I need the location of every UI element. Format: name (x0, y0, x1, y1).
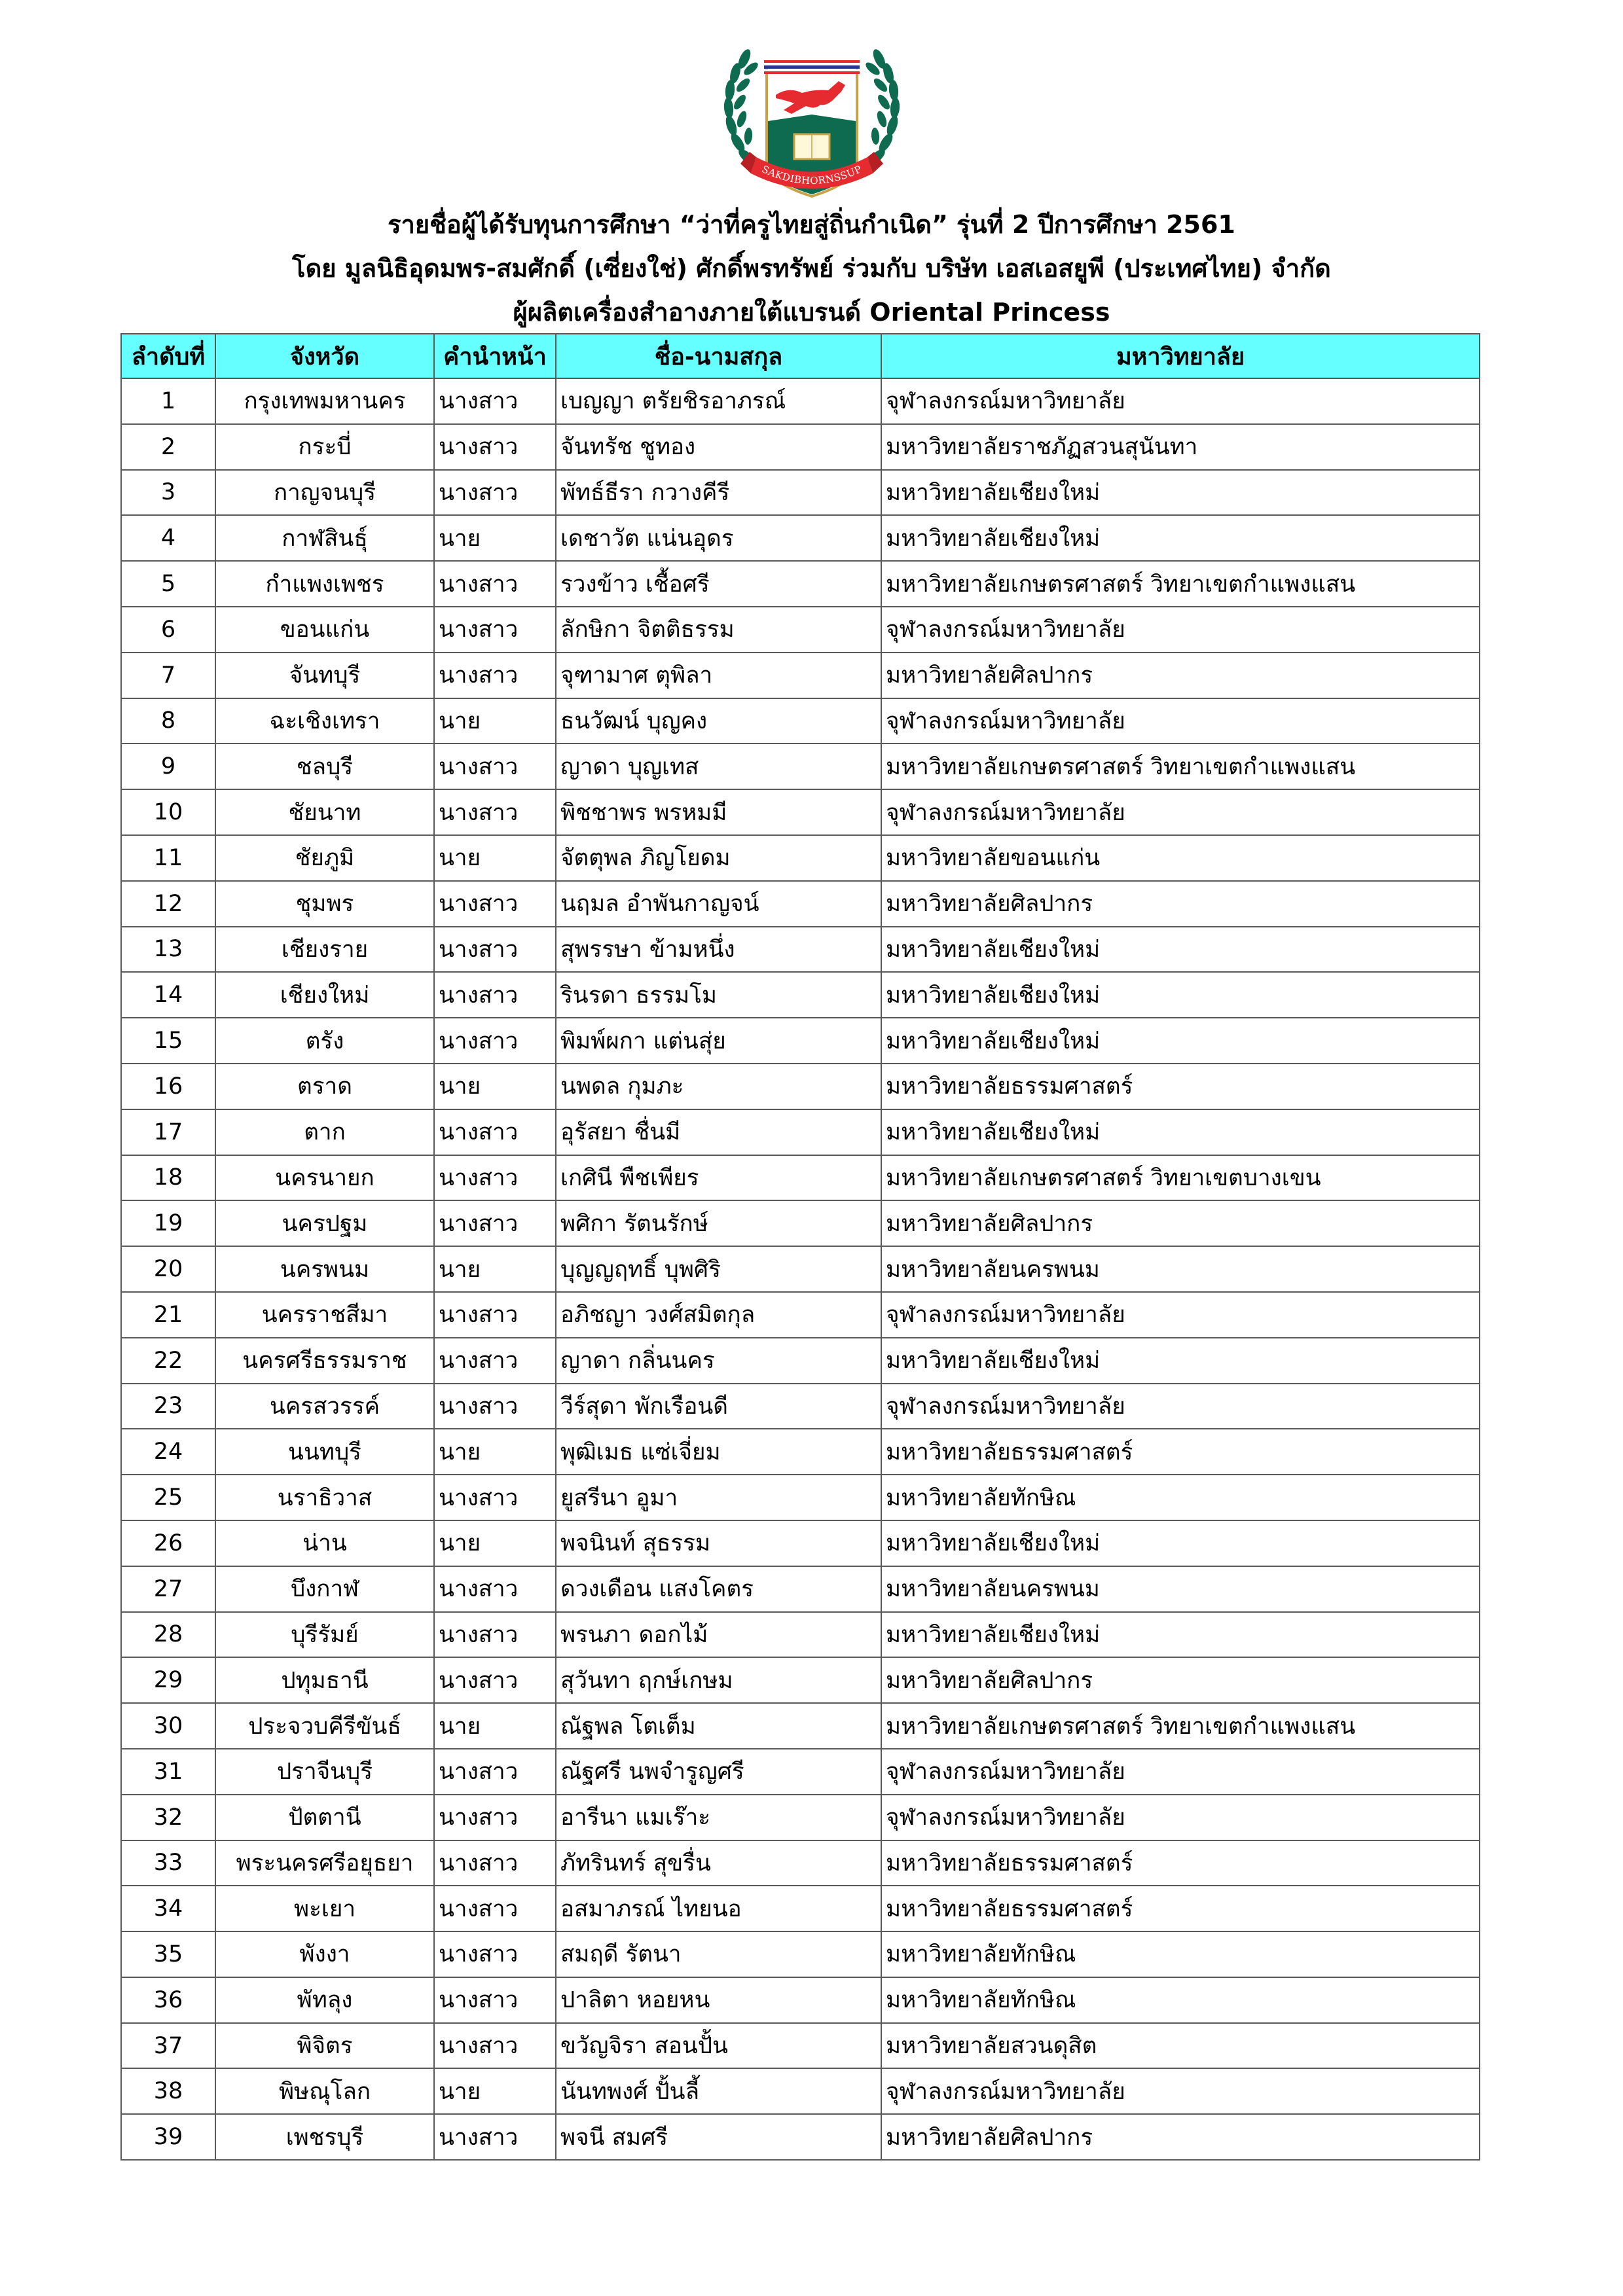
laurel-right-icon (864, 48, 900, 168)
cell-title: นางสาว (434, 378, 556, 424)
cell-order: 30 (121, 1703, 215, 1749)
cell-name: ดวงเดือน แสงโคตร (556, 1566, 881, 1612)
table-row (121, 1200, 1480, 1246)
cell-province: พะเยา (215, 1886, 434, 1931)
cell-title: นางสาว (434, 1840, 556, 1886)
cell-title: นางสาว (434, 1338, 556, 1384)
table-header-row (121, 334, 1480, 378)
cell-province: ปทุมธานี (215, 1657, 434, 1703)
cell-name: นพดล กุมภะ (556, 1064, 881, 1109)
cell-title: นางสาว (434, 1886, 556, 1931)
cell-university: มหาวิทยาลัยศิลปากร (881, 653, 1480, 698)
cell-university: มหาวิทยาลัยขอนแก่น (881, 835, 1480, 881)
cell-order: 21 (121, 1292, 215, 1338)
cell-university: มหาวิทยาลัยธรรมศาสตร์ (881, 1840, 1480, 1886)
cell-title: นาย (434, 515, 556, 561)
cell-order: 35 (121, 1931, 215, 1977)
table-row (121, 1931, 1480, 1977)
cell-order: 6 (121, 607, 215, 653)
cell-name: ขวัญจิรา สอนปั้น (556, 2023, 881, 2069)
table-row (121, 881, 1480, 927)
table-row (121, 1018, 1480, 1064)
cell-province: พัทลุง (215, 1977, 434, 2023)
cell-title: นางสาว (434, 1109, 556, 1155)
cell-order: 37 (121, 2023, 215, 2069)
cell-name: จัตตุพล ภิญโยดม (556, 835, 881, 881)
cell-title: นางสาว (434, 561, 556, 607)
cell-name: พจนี สมศรี (556, 2114, 881, 2160)
scholarship-recipients-table (120, 333, 1480, 2161)
table-row (121, 1109, 1480, 1155)
table-row (121, 1840, 1480, 1886)
cell-order: 31 (121, 1749, 215, 1795)
cell-university: จุฬาลงกรณ์มหาวิทยาลัย (881, 1384, 1480, 1429)
cell-name: ลักษิกา จิตติธรรม (556, 607, 881, 653)
cell-order: 1 (121, 378, 215, 424)
cell-order: 10 (121, 789, 215, 835)
cell-title: นาย (434, 1429, 556, 1475)
table-row (121, 2023, 1480, 2069)
cell-university: มหาวิทยาลัยเชียงใหม่ (881, 1109, 1480, 1155)
table-row (121, 1155, 1480, 1201)
cell-university: มหาวิทยาลัยศิลปากร (881, 1200, 1480, 1246)
cell-province: ตรัง (215, 1018, 434, 1064)
cell-province: นครปฐม (215, 1200, 434, 1246)
column-header-title: คำนำหน้า (434, 334, 556, 378)
cell-university: มหาวิทยาลัยเชียงใหม่ (881, 972, 1480, 1018)
cell-order: 14 (121, 972, 215, 1018)
table-row (121, 698, 1480, 744)
table-row (121, 1612, 1480, 1658)
cell-name: จุฑามาศ ตุพิลา (556, 653, 881, 698)
cell-province: นราธิวาส (215, 1475, 434, 1520)
table-row (121, 1566, 1480, 1612)
cell-title: นางสาว (434, 1566, 556, 1612)
cell-title: นางสาว (434, 424, 556, 470)
table-row (121, 835, 1480, 881)
cell-title: นาย (434, 1064, 556, 1109)
cell-title: นางสาว (434, 1749, 556, 1795)
cell-name: จันทรัช ชูทอง (556, 424, 881, 470)
cell-title: นางสาว (434, 789, 556, 835)
cell-order: 29 (121, 1657, 215, 1703)
cell-name: อารีนา แมเร๊าะ (556, 1795, 881, 1840)
cell-province: น่าน (215, 1520, 434, 1566)
cell-province: นนทบุรี (215, 1429, 434, 1475)
cell-university: มหาวิทยาลัยเชียงใหม่ (881, 1520, 1480, 1566)
cell-university: จุฬาลงกรณ์มหาวิทยาลัย (881, 1795, 1480, 1840)
cell-province: บึงกาฬ (215, 1566, 434, 1612)
cell-university: จุฬาลงกรณ์มหาวิทยาลัย (881, 607, 1480, 653)
cell-university: มหาวิทยาลัยเชียงใหม่ (881, 515, 1480, 561)
cell-province: กำแพงเพชร (215, 561, 434, 607)
cell-university: มหาวิทยาลัยเชียงใหม่ (881, 1338, 1480, 1384)
cell-university: มหาวิทยาลัยราชภัฏสวนสุนันทา (881, 424, 1480, 470)
cell-title: นางสาว (434, 2023, 556, 2069)
cell-name: เกศินี พืชเพียร (556, 1155, 881, 1201)
cell-name: พิชชาพร พรหมมี (556, 789, 881, 835)
table-row (121, 561, 1480, 607)
cell-university: มหาวิทยาลัยธรรมศาสตร์ (881, 1064, 1480, 1109)
cell-province: ปราจีนบุรี (215, 1749, 434, 1795)
cell-order: 11 (121, 835, 215, 881)
table-row (121, 789, 1480, 835)
table-row (121, 1475, 1480, 1520)
table-body (121, 378, 1480, 2160)
table-row (121, 1749, 1480, 1795)
cell-title: นางสาว (434, 744, 556, 789)
cell-order: 19 (121, 1200, 215, 1246)
cell-name: พจนินท์ สุธรรม (556, 1520, 881, 1566)
cell-name: สมฤดี รัตนา (556, 1931, 881, 1977)
cell-province: ชลบุรี (215, 744, 434, 789)
cell-order: 25 (121, 1475, 215, 1520)
column-header-order: ลำดับที่ (121, 334, 215, 378)
cell-province: ชัยนาท (215, 789, 434, 835)
cell-province: นครนายก (215, 1155, 434, 1201)
heading-line-1: รายชื่อผู้ได้รับทุนการศึกษา “ว่าที่ครูไทยสู่ถิ่นกำเนิด” รุ่นที่ 2 ปีการศึกษา 2561 (388, 210, 1235, 239)
cell-name: พรนภา ดอกไม้ (556, 1612, 881, 1658)
table-row (121, 607, 1480, 653)
column-header-university: มหาวิทยาลัย (881, 334, 1480, 378)
heading-line-3: ผู้ผลิตเครื่องสำอางภายใต้แบรนด์ Oriental Princess (513, 298, 1110, 327)
cell-title: นางสาว (434, 881, 556, 927)
cell-university: มหาวิทยาลัยเกษตรศาสตร์ วิทยาเขตกำแพงแสน (881, 1703, 1480, 1749)
cell-name: สุพรรษา ข้ามหนึ่ง (556, 927, 881, 973)
cell-title: นางสาว (434, 1155, 556, 1201)
table-row (121, 1246, 1480, 1292)
cell-name: ญาดา กลิ่นนคร (556, 1338, 881, 1384)
cell-university: มหาวิทยาลัยทักษิณ (881, 1931, 1480, 1977)
cell-order: 4 (121, 515, 215, 561)
cell-order: 23 (121, 1384, 215, 1429)
logo-banner-text: SAKDIBHORNSSUP (759, 163, 864, 187)
cell-province: นครสวรรค์ (215, 1384, 434, 1429)
cell-name: พิมพ์ผกา แต่นสุ่ย (556, 1018, 881, 1064)
cell-province: กาญจนบุรี (215, 470, 434, 516)
cell-order: 9 (121, 744, 215, 789)
cell-name: วีร์สุดา พักเรือนดี (556, 1384, 881, 1429)
cell-university: มหาวิทยาลัยสวนดุสิต (881, 2023, 1480, 2069)
cell-university: จุฬาลงกรณ์มหาวิทยาลัย (881, 1292, 1480, 1338)
cell-name: พุฒิเมธ แซ่เจี่ยม (556, 1429, 881, 1475)
cell-name: รินรดา ธรรมโม (556, 972, 881, 1018)
cell-province: นครพนม (215, 1246, 434, 1292)
table-row (121, 378, 1480, 424)
cell-order: 12 (121, 881, 215, 927)
cell-province: ขอนแก่น (215, 607, 434, 653)
cell-order: 34 (121, 1886, 215, 1931)
cell-order: 3 (121, 470, 215, 516)
cell-order: 20 (121, 1246, 215, 1292)
cell-university: มหาวิทยาลัยนครพนม (881, 1246, 1480, 1292)
cell-name: เดชาวัต แน่นอุดร (556, 515, 881, 561)
table-row (121, 1384, 1480, 1429)
cell-province: พิจิตร (215, 2023, 434, 2069)
cell-province: ปัตตานี (215, 1795, 434, 1840)
cell-name: รวงข้าว เชื้อศรี (556, 561, 881, 607)
cell-order: 27 (121, 1566, 215, 1612)
column-header-province: จังหวัด (215, 334, 434, 378)
cell-university: จุฬาลงกรณ์มหาวิทยาลัย (881, 789, 1480, 835)
cell-title: นาย (434, 835, 556, 881)
cell-province: ประจวบคีรีขันธ์ (215, 1703, 434, 1749)
cell-university: มหาวิทยาลัยทักษิณ (881, 1475, 1480, 1520)
cell-province: นครราชสีมา (215, 1292, 434, 1338)
cell-order: 22 (121, 1338, 215, 1384)
cell-university: มหาวิทยาลัยธรรมศาสตร์ (881, 1886, 1480, 1931)
cell-province: พังงา (215, 1931, 434, 1977)
cell-title: นางสาว (434, 607, 556, 653)
sakdibhornssup-logo (710, 33, 913, 209)
cell-name: พัทธ์ธีรา กวางคีรี (556, 470, 881, 516)
cell-name: อุรัสยา ชื่นมี (556, 1109, 881, 1155)
table-row (121, 1338, 1480, 1384)
table-row (121, 1886, 1480, 1931)
cell-order: 7 (121, 653, 215, 698)
table-row (121, 972, 1480, 1018)
cell-order: 38 (121, 2068, 215, 2114)
table-row (121, 470, 1480, 516)
cell-university: มหาวิทยาลัยศิลปากร (881, 1657, 1480, 1703)
cell-order: 32 (121, 1795, 215, 1840)
cell-name: ปาลิตา หอยหน (556, 1977, 881, 2023)
cell-name: พศิกา รัตนรักษ์ (556, 1200, 881, 1246)
cell-title: นางสาว (434, 1200, 556, 1246)
cell-university: จุฬาลงกรณ์มหาวิทยาลัย (881, 378, 1480, 424)
cell-title: นางสาว (434, 470, 556, 516)
cell-province: ชัยภูมิ (215, 835, 434, 881)
cell-order: 13 (121, 927, 215, 973)
cell-province: พระนครศรีอยุธยา (215, 1840, 434, 1886)
cell-university: มหาวิทยาลัยศิลปากร (881, 881, 1480, 927)
cell-name: อภิชญา วงศ์สมิตกุล (556, 1292, 881, 1338)
cell-order: 5 (121, 561, 215, 607)
cell-title: นาย (434, 698, 556, 744)
table-row (121, 1795, 1480, 1840)
table-row (121, 1429, 1480, 1475)
table-row (121, 2068, 1480, 2114)
cell-order: 28 (121, 1612, 215, 1658)
table-row (121, 515, 1480, 561)
cell-name: ณัฐศรี นพจำรูญศรี (556, 1749, 881, 1795)
cell-order: 18 (121, 1155, 215, 1201)
cell-order: 16 (121, 1064, 215, 1109)
cell-title: นางสาว (434, 1612, 556, 1658)
cell-university: จุฬาลงกรณ์มหาวิทยาลัย (881, 2068, 1480, 2114)
cell-university: มหาวิทยาลัยทักษิณ (881, 1977, 1480, 2023)
table-row (121, 927, 1480, 973)
cell-title: นางสาว (434, 2114, 556, 2160)
cell-province: ชุมพร (215, 881, 434, 927)
table-row (121, 1292, 1480, 1338)
cell-title: นางสาว (434, 653, 556, 698)
cell-university: มหาวิทยาลัยธรรมศาสตร์ (881, 1429, 1480, 1475)
cell-province: กาฬสินธุ์ (215, 515, 434, 561)
cell-title: นางสาว (434, 1475, 556, 1520)
cell-order: 39 (121, 2114, 215, 2160)
cell-name: ภัทรินทร์ สุขรื่น (556, 1840, 881, 1886)
cell-university: มหาวิทยาลัยเกษตรศาสตร์ วิทยาเขตกำแพงแสน (881, 744, 1480, 789)
heading-line-2: โดย มูลนิธิอุดมพร-สมศักดิ์ (เซี่ยงใช่) ศักดิ์พรทรัพย์ ร่วมกับ บริษัท เอสเอสยูพี (ประเทศไทย) จำกัด (292, 254, 1331, 283)
cell-province: เชียงราย (215, 927, 434, 973)
cell-order: 2 (121, 424, 215, 470)
cell-order: 8 (121, 698, 215, 744)
cell-order: 33 (121, 1840, 215, 1886)
column-header-name: ชื่อ-นามสกุล (556, 334, 881, 378)
cell-name: นฤมล อำพันกาญจน์ (556, 881, 881, 927)
table-row (121, 1064, 1480, 1109)
cell-title: นางสาว (434, 1657, 556, 1703)
cell-university: มหาวิทยาลัยศิลปากร (881, 2114, 1480, 2160)
cell-university: มหาวิทยาลัยเชียงใหม่ (881, 927, 1480, 973)
cell-university: มหาวิทยาลัยนครพนม (881, 1566, 1480, 1612)
cell-name: สุวันทา ฤกษ์เกษม (556, 1657, 881, 1703)
cell-university: มหาวิทยาลัยเชียงใหม่ (881, 1612, 1480, 1658)
cell-title: นางสาว (434, 1018, 556, 1064)
cell-university: มหาวิทยาลัยเกษตรศาสตร์ วิทยาเขตบางเขน (881, 1155, 1480, 1201)
cell-province: บุรีรัมย์ (215, 1612, 434, 1658)
cell-name: ธนวัฒน์ บุญคง (556, 698, 881, 744)
cell-name: อสมาภรณ์ ไทยนอ (556, 1886, 881, 1931)
cell-university: มหาวิทยาลัยเชียงใหม่ (881, 1018, 1480, 1064)
table-row (121, 1657, 1480, 1703)
cell-title: นางสาว (434, 1384, 556, 1429)
cell-title: นางสาว (434, 1795, 556, 1840)
cell-name: เบญญา ตรัยชิรอาภรณ์ (556, 378, 881, 424)
cell-title: นางสาว (434, 927, 556, 973)
table-row (121, 744, 1480, 789)
table-row (121, 1977, 1480, 2023)
cell-province: กระบี่ (215, 424, 434, 470)
cell-university: จุฬาลงกรณ์มหาวิทยาลัย (881, 1749, 1480, 1795)
cell-name: ญาดา บุญเทส (556, 744, 881, 789)
cell-university: จุฬาลงกรณ์มหาวิทยาลัย (881, 698, 1480, 744)
cell-province: กรุงเทพมหานคร (215, 378, 434, 424)
cell-order: 15 (121, 1018, 215, 1064)
cell-title: นางสาว (434, 1292, 556, 1338)
cell-title: นาย (434, 1246, 556, 1292)
table-row (121, 1520, 1480, 1566)
cell-title: นาย (434, 2068, 556, 2114)
cell-title: นางสาว (434, 1977, 556, 2023)
table-row (121, 2114, 1480, 2160)
cell-province: พิษณุโลก (215, 2068, 434, 2114)
cell-province: ฉะเชิงเทรา (215, 698, 434, 744)
cell-order: 26 (121, 1520, 215, 1566)
cell-province: จันทบุรี (215, 653, 434, 698)
table-row (121, 424, 1480, 470)
table-row (121, 1703, 1480, 1749)
cell-university: มหาวิทยาลัยเกษตรศาสตร์ วิทยาเขตกำแพงแสน (881, 561, 1480, 607)
cell-title: นางสาว (434, 1931, 556, 1977)
cell-province: นครศรีธรรมราช (215, 1338, 434, 1384)
cell-name: นันทพงศ์ ปั้นลี้ (556, 2068, 881, 2114)
cell-province: ตราด (215, 1064, 434, 1109)
table-row (121, 653, 1480, 698)
cell-province: เพชรบุรี (215, 2114, 434, 2160)
cell-order: 24 (121, 1429, 215, 1475)
cell-title: นาย (434, 1703, 556, 1749)
cell-title: นางสาว (434, 972, 556, 1018)
laurel-left-icon (723, 48, 760, 168)
cell-title: นาย (434, 1520, 556, 1566)
cell-name: บุญญฤทธิ์ บุพศิริ (556, 1246, 881, 1292)
cell-name: ยูสรีนา อูมา (556, 1475, 881, 1520)
cell-order: 17 (121, 1109, 215, 1155)
cell-name: ณัฐพล โตเต็ม (556, 1703, 881, 1749)
cell-province: ตาก (215, 1109, 434, 1155)
cell-order: 36 (121, 1977, 215, 2023)
cell-university: มหาวิทยาลัยเชียงใหม่ (881, 470, 1480, 516)
cell-province: เชียงใหม่ (215, 972, 434, 1018)
